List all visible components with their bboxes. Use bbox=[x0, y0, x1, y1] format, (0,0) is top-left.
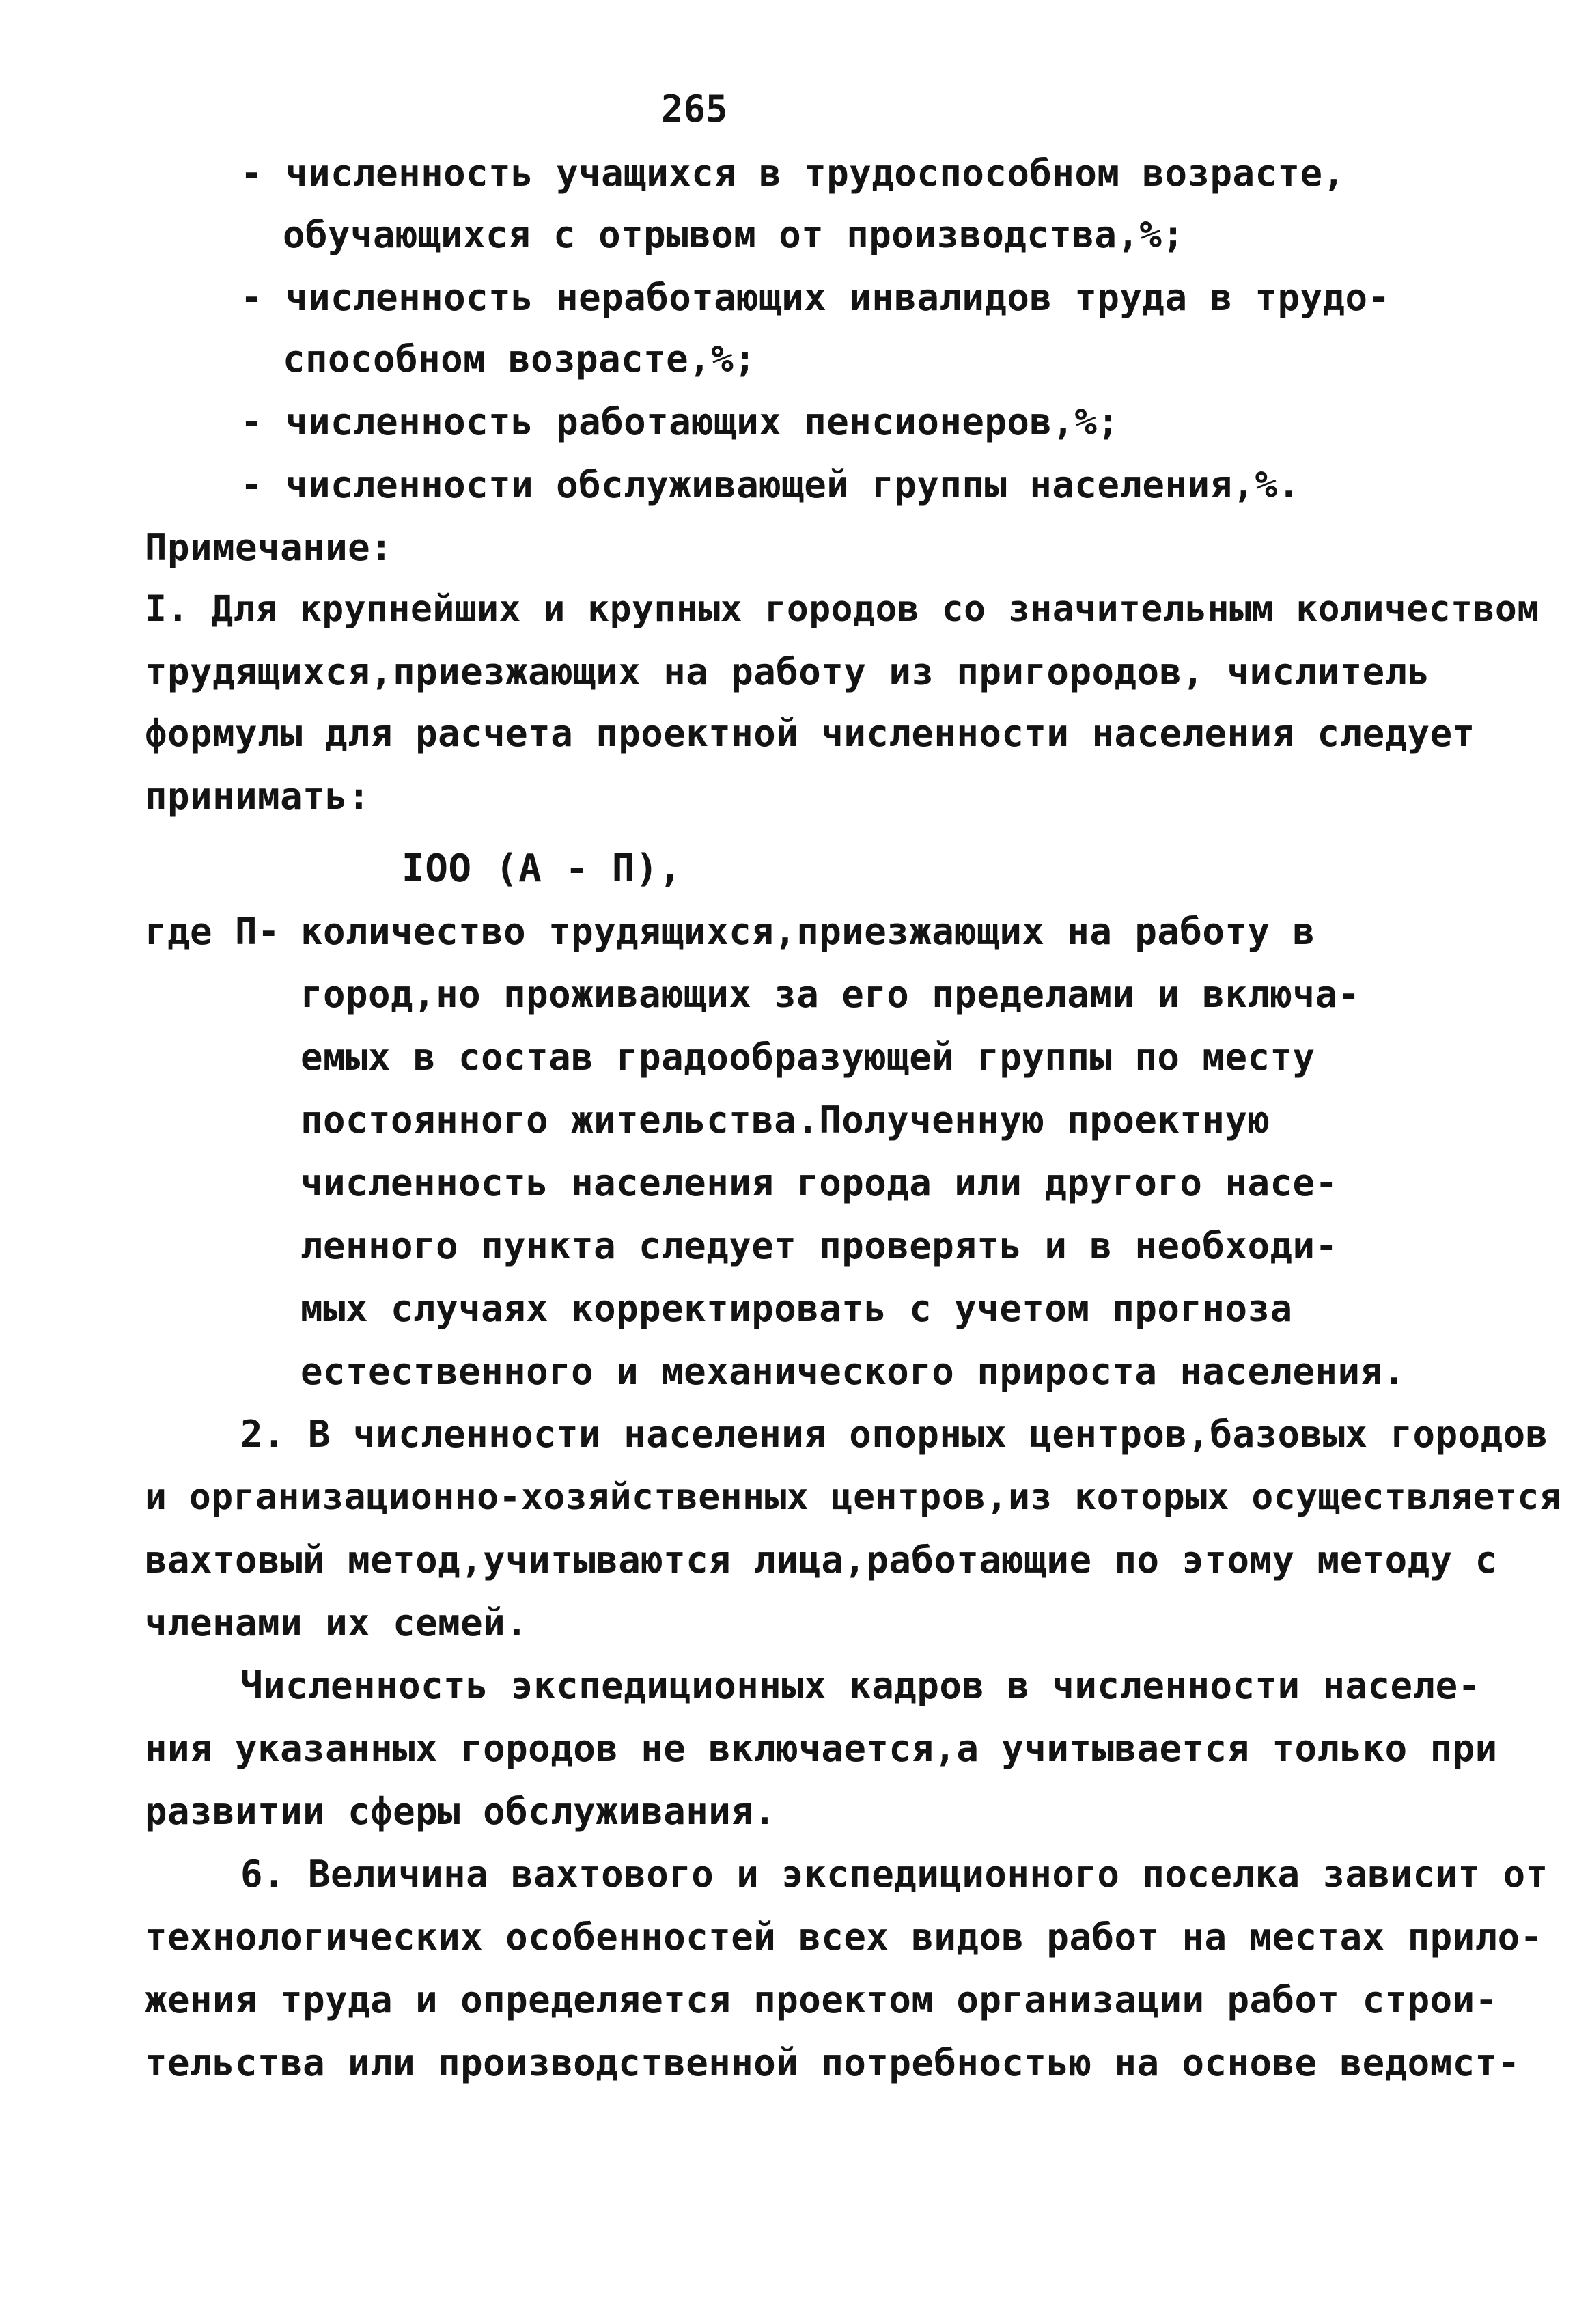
note-1-line-4: принимать: bbox=[145, 775, 371, 818]
list-item-2-line-2: способном возрасте,%; bbox=[283, 337, 757, 381]
where-line-2: город,но проживающих за его пределами и включа- bbox=[301, 973, 1361, 1016]
where-label: где П- bbox=[145, 910, 281, 953]
note-2-line-4: членами их семей. bbox=[145, 1601, 529, 1644]
where-line-5: численность населения города или другого насе- bbox=[301, 1161, 1338, 1204]
list-item-4-line-1: - численности обслуживающей группы населения,%. bbox=[240, 463, 1300, 506]
where-line-8: естественного и механического прироста населения. bbox=[301, 1350, 1406, 1393]
page-number: 265 bbox=[661, 87, 728, 130]
where-line-1: количество трудящихся,приезжающих на работу в bbox=[301, 910, 1315, 953]
list-item-2-line-1: - численность неработающих инвалидов труда в трудо- bbox=[240, 276, 1391, 319]
note-2-line-1: 2. В численности населения опорных центров,базовых городов bbox=[240, 1413, 1548, 1456]
formula: IOO (А - П), bbox=[402, 846, 682, 891]
note-2-line-2: и организационно-хозяйственных центров,из которых осуществляется bbox=[145, 1476, 1562, 1518]
list-item-1-line-1: - численность учащихся в трудоспособном возрасте, bbox=[240, 152, 1345, 195]
list-item-3-line-1: - численность работающих пенсионеров,%; bbox=[240, 400, 1120, 443]
note-6-line-3: жения труда и определяется проектом организации работ строи- bbox=[145, 1978, 1498, 2021]
where-line-4: постоянного жительства.Полученную проектную bbox=[301, 1098, 1270, 1142]
where-line-7: мых случаях корректировать с учетом прогноза bbox=[301, 1287, 1293, 1330]
note-6-line-1: 6. Величина вахтового и экспедиционного поселка зависит от bbox=[240, 1853, 1548, 1896]
where-line-6: ленного пункта следует проверять и в необходи- bbox=[301, 1224, 1338, 1267]
list-item-1-line-2: обучающихся с отрывом от производства,%; bbox=[283, 213, 1185, 256]
where-line-3: емых в состав градообразующей группы по месту bbox=[301, 1036, 1315, 1079]
note-1-line-3: формулы для расчета проектной численности населения следует bbox=[145, 712, 1475, 755]
note-2-line-3: вахтовый метод,учитываются лица,работающие по этому методу с bbox=[145, 1538, 1498, 1581]
note-6-line-4: тельства или производственной потребностью на основе ведомст- bbox=[145, 2041, 1520, 2084]
note-heading: Примечание: bbox=[145, 526, 393, 569]
note-1-line-2: трудящихся,приезжающих на работу из пригородов, числитель bbox=[145, 650, 1430, 693]
note-2b-line-1: Численность экспедиционных кадров в численности населе- bbox=[240, 1664, 1481, 1707]
note-2b-line-2: ния указанных городов не включается,а учитывается только при bbox=[145, 1727, 1498, 1770]
note-1-line-1: I. Для крупнейших и крупных городов со значительным количеством bbox=[145, 588, 1539, 630]
note-6-line-2: технологических особенностей всех видов работ на местах прило- bbox=[145, 1915, 1543, 1959]
note-2b-line-3: развитии сферы обслуживания. bbox=[145, 1790, 777, 1833]
